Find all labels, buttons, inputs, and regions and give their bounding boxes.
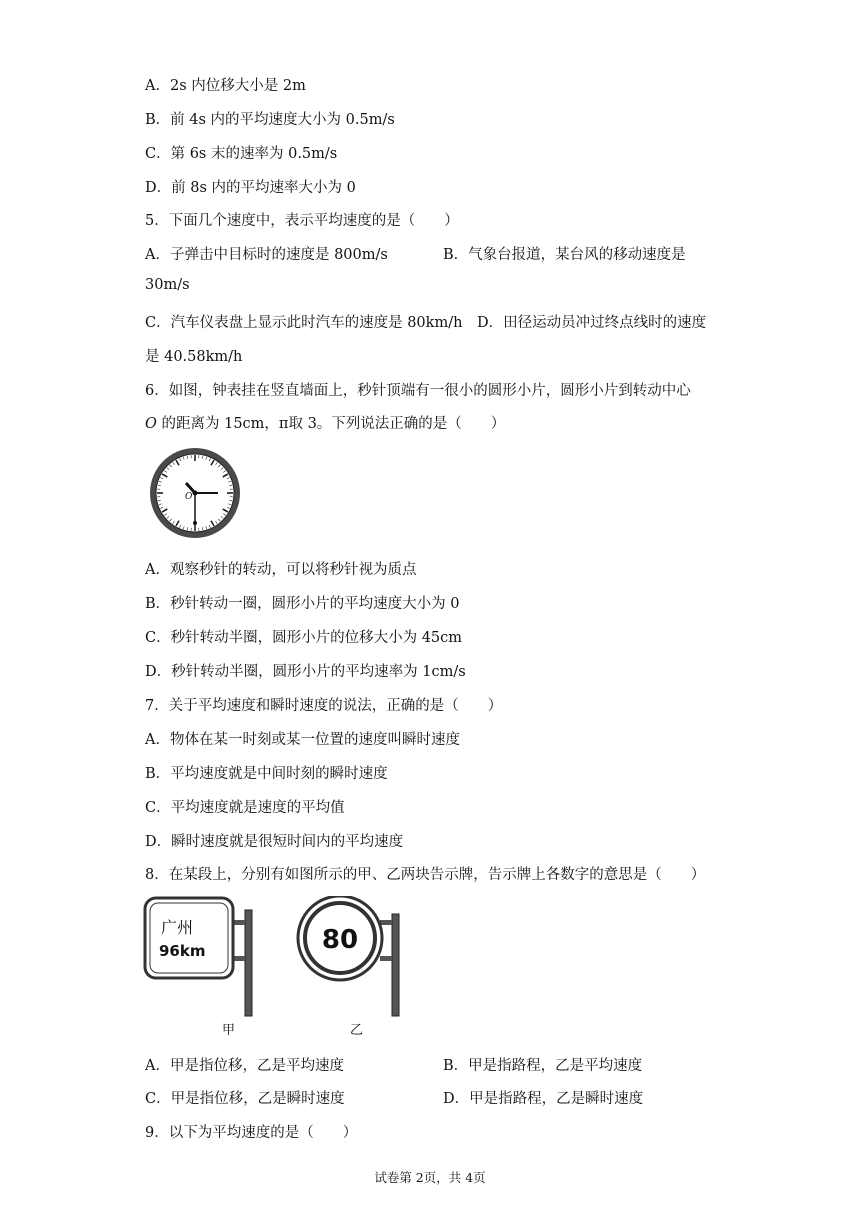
sign-yi-figure <box>296 896 406 1020</box>
q7-option-b: B．平均速度就是中间时刻的瞬时速度 <box>145 766 388 782</box>
q5-option-b: B．气象台报道，某台风的移动速度是 <box>443 247 686 263</box>
sign-yi-speed: 80 <box>321 925 359 955</box>
q5-option-c: C．汽车仪表盘上显示此时汽车的速度是 80km/h <box>145 315 463 331</box>
q8-stem: 8．在某段上，分别有如图所示的甲、乙两块告示牌，告示牌上各数字的意思是（ ） <box>145 867 706 883</box>
q6-stem-line2-text: 的距离为 15cm，π取 3。下列说法正确的是（ ） <box>156 416 506 432</box>
page-footer: 试卷第 2页，共 4页 <box>374 1170 486 1185</box>
q4-option-d: D．前 8s 内的平均速率大小为 0 <box>145 180 356 196</box>
q4-option-a: A．2s 内位移大小是 2m <box>145 78 306 94</box>
caption-yi: 乙 <box>350 1023 364 1038</box>
q5-option-b-continued: 30m/s <box>145 277 190 293</box>
q5-stem: 5．下面几个速度中，表示平均速度的是（ ） <box>145 213 459 229</box>
q6-option-a: A．观察秒针的转动，可以将秒针视为质点 <box>145 562 417 578</box>
q8-option-b: B．甲是指路程，乙是平均速度 <box>443 1058 643 1074</box>
clock-figure <box>148 446 242 540</box>
q7-stem: 7．关于平均速度和瞬时速度的说法，正确的是（ ） <box>145 698 503 714</box>
q5-option-a: A．子弹击中目标时的速度是 800m/s <box>145 247 388 263</box>
q8-option-a: A．甲是指位移，乙是平均速度 <box>145 1058 344 1074</box>
q5-option-d-continued: 是 40.58km/h <box>145 349 243 365</box>
q8-option-d: D．甲是指路程，乙是瞬时速度 <box>443 1091 644 1107</box>
q5-option-d: D．田径运动员冲过终点线时的速度 <box>477 315 707 331</box>
q7-option-d: D．瞬时速度就是很短时间内的平均速度 <box>145 834 404 850</box>
q6-option-d: D．秒针转动半圈，圆形小片的平均速率为 1cm/s <box>145 664 466 680</box>
q6-option-b: B．秒针转动一圈，圆形小片的平均速度大小为 0 <box>145 596 460 612</box>
q7-option-a: A．物体在某一时刻或某一位置的速度叫瞬时速度 <box>145 732 460 748</box>
q6-stem-line2 <box>145 412 505 433</box>
sign-jia-distance: 96km <box>159 942 206 960</box>
q9-stem: 9．以下为平均速度的是（ ） <box>145 1125 358 1141</box>
q6-center-symbol: O <box>145 416 157 432</box>
sign-jia-city: 广州 <box>161 918 194 937</box>
q4-option-b: B．前 4s 内的平均速度大小为 0.5m/s <box>145 112 395 128</box>
q8-option-c: C．甲是指位移，乙是瞬时速度 <box>145 1091 345 1107</box>
q6-option-c: C．秒针转动半圈，圆形小片的位移大小为 45cm <box>145 630 463 646</box>
caption-jia: 甲 <box>222 1023 236 1038</box>
q6-stem-line1: 6．如图，钟表挂在竖直墙面上，秒针顶端有一很小的圆形小片，圆形小片到转动中心 <box>145 383 691 399</box>
q7-option-c: C．平均速度就是速度的平均值 <box>145 800 345 816</box>
q4-option-c: C．第 6s 末的速率为 0.5m/s <box>145 146 338 162</box>
clock-center-label: O <box>185 492 193 502</box>
sign-jia-figure <box>143 896 263 1020</box>
